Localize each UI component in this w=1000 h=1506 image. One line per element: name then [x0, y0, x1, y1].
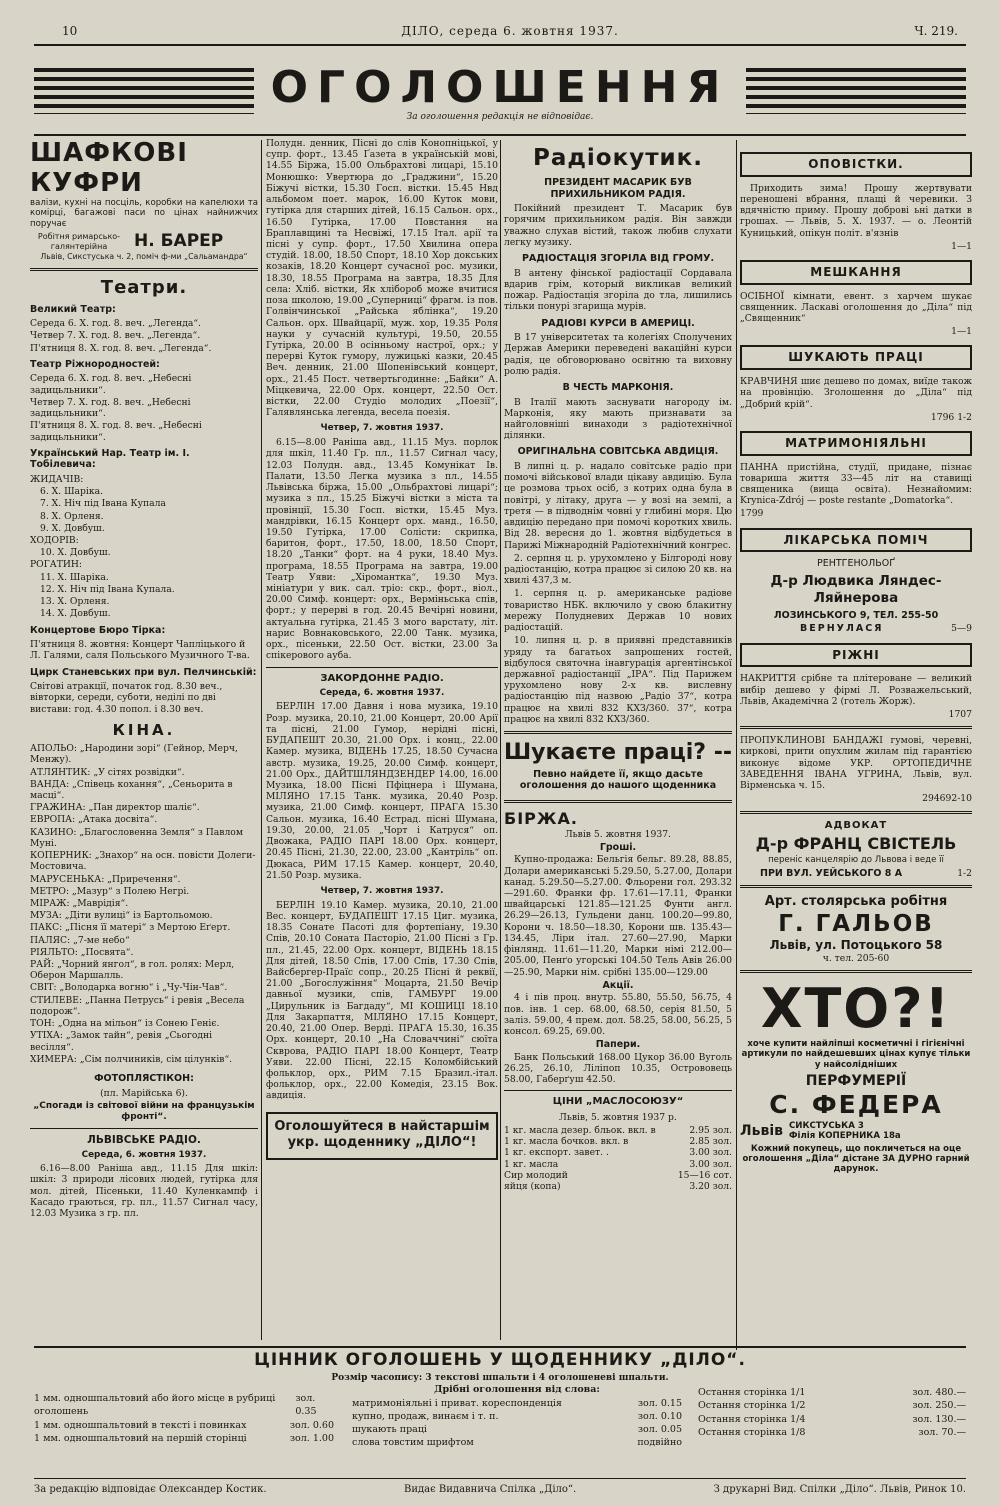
theatre-line: Світові атракції, початок год. 8.30 веч., вівторки, середи, суботи, неділі по дві вистави: год. 4.30 попол. і 8.30 веч.	[30, 681, 223, 715]
kino-item: МАРУСЕНЬКА: „Приречення“.	[30, 873, 181, 885]
price-label: Остання сторінка 1/4	[698, 1413, 806, 1425]
radio-program: БЕРЛІН 19.10 Камер. музика, 20.10, 21.00 Вес. концерт, БУДАПЕШТ 17.15 Циг. музика, 18.35 Сонате Пасоті для фортепіану, 19.30 Спів, 20.10 Соната Пасторіо, 21.00 Пісні з Гр. пл., 21.45, 22.00 Орх. концерт, ВІДЕНЬ 18.15 Для дітей, 18.50 Спів, 17.00 Спів, 17.30 Спів, Вайсбергер-Праїс сопр., 20.25 Пісні й реквії, 21.00 „Богослужіння“ Моцарта, 21.50 Вечір давньої музики, спів, ГАМБУРГ 19.00 „Цирульник із Багдаду“, МІ КОШИЦІ 18.10 Для Закарпаття, МІЛЯНО 17.15 Концерт, 20.40, 21.00 Опер. Верді. ПРАГА 15.30, 16.35 Орх. концерт, 20.10 „На Словаччині“ сюїта Скврова, РАДІО ПАРІ 18.00 Концерт, Театр Уяви. 22.00 Пісні, 22.15 Коломбійський фольклор, орх., РИМ 7.15 Бразил.-італ. фольклор, орх., 22.00 Комедія, 23.15 Вок. авдиція.	[266, 899, 498, 1102]
stolyar-name: Г. ГАЛЬОВ	[778, 911, 934, 938]
price-label: Остання сторінка 1/8	[698, 1426, 806, 1438]
theatre-line: 7. Х. Ніч під Івана Купала	[40, 498, 166, 510]
price-value: зол. 70.—	[918, 1426, 966, 1438]
ad-title: ШАФКОВІ КУФРИ	[30, 138, 188, 198]
kino-title: КІНА.	[112, 720, 176, 739]
job-ad-title: Шукаєте праці? --	[504, 740, 732, 766]
column-3	[504, 138, 732, 1348]
matrymon-text: ПАННА пристійна, студії, придане, пізнає товариша життя 33—45 літ на ставищі священика (вища освіта). Незнайомим: Krynica-Zdrój — poste restante „Domatorka“.	[740, 461, 972, 507]
kino-item: СТИЛЕВЕ: „Панна Петрусь“ і ревія „Весела подорож“.	[30, 994, 245, 1017]
kino-item: ГРАЖИНА: „Пан директор шаліє“.	[30, 802, 200, 814]
parfum-city: Львів	[740, 1122, 783, 1139]
divider	[30, 268, 258, 271]
divider	[266, 667, 498, 668]
theatre-line: П'ятниця 8. жовтня: Концерт Чапліцького й Л. Галями, саля Польського Музичного Т-ва.	[30, 639, 250, 662]
bottom-rule	[34, 1478, 966, 1479]
theatre-line: П'ятниця 8. Х. год. 8. веч. „Небесні задицьльники“.	[30, 420, 202, 443]
footer-rule	[34, 1346, 966, 1348]
likarska-subtitle: РЕНТГЕНОЛЬОҐ	[816, 558, 896, 570]
kino-item: РАЙ: „Чорний янгол“, в гол. ролях: Мерл, Оберон Маршалль.	[30, 959, 235, 982]
theatre-line: 12. Х. Ніч під Івана Купала.	[40, 583, 175, 595]
price-label: 1 мм. одношпальтовий в тексті і повинках	[34, 1419, 247, 1431]
price-row	[34, 1392, 334, 1419]
lviv-radio-title: ЛЬВІВСЬКЕ РАДІО.	[87, 1133, 201, 1146]
advokat-title: АДВОКАТ	[824, 819, 888, 831]
birzha-title: БІРЖА.	[504, 809, 578, 829]
theatre-name: Український Нар. Театр ім. І. Тобілевича:	[30, 447, 190, 471]
article-title: ПРЕЗИДЕНТ МАСАРИК БУВ ПРИХИЛЬНИКОМ РАДІЯ.	[544, 177, 692, 200]
meshkannya-text: ОСІБНОЇ кімнати, евент. з харчем шукає священник. Ласкаві оголошення до „Діла“ під „Священник“	[740, 290, 972, 324]
parfum-name: С. ФЕДЕРА	[769, 1090, 943, 1120]
imprint	[34, 1484, 966, 1500]
stolyar-address: Львів, ул. Потоцького 58	[769, 938, 943, 953]
likarska-title: ЛІКАРСЬКА ПОМІЧ	[740, 528, 972, 553]
kino-item: УТІХА: „Замок тайн“, ревія „Сьогодні весілля“.	[30, 1030, 213, 1053]
imprint-editor: За редакцію відповідає Олександер Костик.	[34, 1484, 267, 1495]
price-row	[352, 1436, 682, 1449]
divider	[504, 731, 732, 734]
akcii-title: Акції.	[602, 979, 634, 991]
price-table	[34, 1350, 966, 1480]
divider	[30, 1128, 258, 1129]
article-text: В липні ц. р. надало совітське радіо при помочі військової влади цікаву авдицію. Була це розмова трьох осіб, з котрих одна була в повітрі, у літаку, друга — у возі на землі, а третя — в підводнім човні у глибині моря. Цю авдицію передано при помочі коротких хвиль. Від 28. вересня до 1. жовтня відбудеться в Парижі Міжнародній Радіотехнічний конгрес.	[504, 461, 732, 551]
theatre-line: ЖИДАЧІВ:	[30, 473, 84, 485]
theatre-name: Великий Театр:	[30, 303, 116, 315]
foto-title: ФОТОПЛЯСТІКОН:	[94, 1073, 194, 1084]
radio-date: Четвер, 7. жовтня 1937.	[320, 885, 444, 896]
akcii-text: 4 і пів проц. внутр. 55.80, 55.50, 56.75, 4 пов. інв. 1 сер. 68.00, 68.50, серія 81.50, 5 заліз. 59.00, 4 прем. дол. 58.25, 58.00, 56.25, 5 консол. 69.25, 69.00.	[504, 992, 732, 1037]
price-item: Сир молодий	[504, 1169, 568, 1181]
theatres-list	[30, 304, 258, 715]
theatre-name: Театр Ріжнородностей:	[30, 358, 160, 370]
kino-item: АТЛЯНТИК: „У сітях розвідки“.	[30, 766, 185, 778]
price-label: Остання сторінка 1/1	[698, 1387, 806, 1398]
parfum-title: ПЕРФУМЕРІЇ	[805, 1073, 907, 1090]
masthead: ДІЛО, середа 6. жовтня 1937.	[401, 24, 619, 38]
column-rule	[261, 140, 262, 1340]
article-title: ОРИГІНАЛЬНА СОВІТСЬКА АВДИЦІЯ.	[517, 446, 719, 458]
divider	[504, 1090, 732, 1091]
xto-text: хоче купити найліпші косметичні і гігієнічні артикули по найдешевших цінах купує тільки у найсолідніших	[741, 1039, 971, 1070]
groshi-title: Гроші.	[599, 841, 637, 853]
advokat-name: Д-р ФРАНЦ СВІСТЕЛЬ	[755, 833, 957, 853]
kino-item: ЕВРОПА: „Атака досвіта“.	[30, 814, 158, 826]
header-rule	[34, 44, 966, 46]
price-column-left	[34, 1392, 334, 1445]
radio-corner-title: Радіокутик.	[532, 145, 704, 171]
ad-name: Н. БАРЕР	[134, 231, 224, 252]
article-text: Покійний президент Т. Масарик був горячим прихильником радія. Він завжди уважно слухав вістий, також любив слухати легку музику.	[504, 203, 732, 248]
kino-item: ПАЛЯС: „7-ме небо“	[30, 934, 130, 946]
kino-item: ТОН: „Одна на мільон“ із Сонею Геніє.	[30, 1018, 220, 1030]
price-value: зол. 0.05	[637, 1424, 682, 1436]
price-label: шукають праці	[352, 1424, 427, 1436]
price-label: Остання сторінка 1/2	[698, 1400, 806, 1412]
column-rule	[500, 140, 501, 1340]
kino-item: АПОЛЬО: „Народини зорі“ (Гейнор, Мерч, Менжу).	[30, 743, 238, 766]
price-row	[34, 1419, 334, 1432]
foto-sub: (пл. Марійська 6).	[100, 1087, 188, 1099]
price-label: купно, продаж, винаєм і т. п.	[352, 1410, 499, 1422]
theatre-line: Середа 6. Х. год. 8. веч. „Небесні задицьльники“.	[30, 373, 192, 396]
divider	[740, 811, 972, 814]
price-value: 2.85 зол.	[689, 1136, 732, 1148]
theatre-line: РОГАТИН:	[30, 559, 83, 571]
shukayut-title: ШУКАЮТЬ ПРАЦІ	[740, 345, 972, 370]
theatre-line: Середа 6. Х. год. 8. веч. „Легенда“.	[30, 318, 201, 330]
price-row	[698, 1426, 966, 1439]
theatre-line: 13. Х. Орленя.	[40, 596, 110, 608]
price-label: матримоніяльні і приват. кореспонденція	[352, 1397, 562, 1409]
page-number: 10	[62, 24, 78, 38]
opovistky-title: ОПОВІСТКИ.	[740, 152, 972, 177]
doctor-num: 5—9	[951, 623, 972, 635]
kino-item: МЕТРО: „Мазур“ з Полею Негрі.	[30, 885, 190, 897]
price-value: зол. 250.—	[912, 1400, 966, 1412]
divider	[740, 726, 972, 729]
divider	[504, 800, 732, 803]
papery-title: Папери.	[595, 1039, 641, 1051]
price-value: зол. 1.00	[289, 1432, 334, 1444]
article-text: 1. серпня ц. р. американське радіове товариство НБК. включило у свою блакитну мережу Полудневих Держав 10 нових радіостацій.	[504, 588, 732, 634]
rizhni-text: НАКРИТТЯ срібне та плітероване — великий вибір дешево у фірмі Л. Розважельський, Львів, Академічна 2 (готель Жорж).	[740, 673, 972, 707]
radio-program: БЕРЛІН 17.00 Давня і нова музика, 19.10 Розр. музика, 20.10, 21.00 Концерт, 20.00 Арії та пісні, 21.00 Гумор, нерідні пісні, БУДАПЕШТ 20.30, 21.00 Орх. і конц., 22.00 Камер. музика, ВІДЕНЬ 17.25, 18.50 Сучасна австр. музика, 19.25, 20.00 Симф. концерт, 21.00 Орх., ДАЙТШЛЯНДЗЕНДЕР 14.00, 16.00 Музика, 18.00 Пісні Пфіцнера і Шумана, МІЛЯНО 17.15 Танк. музика, 20.40 Розр. музика, 21.00 Симф. концерт, ПРАГА 15.30 Сальон. музика, 16.40 Естрад. пісні Шумана, 19.30, 20.00, 21.05 „Чорт і Катруся“ оп. Двожака, РАДІО ПАРІ 18.00 Орх. концерт, 20.45 Пісні, 21.30, 22.00, 23.00 „Кантріль“ оп. Дюкаса, РИМ 17.15 Камер. концерт, 20.40, 21.50 Розр. музика.	[266, 701, 498, 881]
radio-program: Полудн. денник, Пісні до слів Конопніцької, у супр. форт., 13.45 Ґазета в українській мові, 14.55 Біржа, 15.00 Ольбрахтові лицарі, 15.10 Монюшко: Увертюра до „Граджини“, 15.20 Біжучі вістки, 15.30 Госп. вістки. 15.45 Нвд альбомом поет. марок, 16.00 Куток мови, гутірка для старших дітей, 16.15 Сальон. орх., 16.50 Гутірка, 17.00 Повстання на Браплавщині та Несвіжі, 17.15 Італ. арії та пісні у супр. форт., 17.50 Хвилина опера студій. 18.00, 18.50 Спорт, 18.10 Хор докських козаків, 18.20 Концерт сучасної рос. музики, 18.30, 18.55 Програма на завтра, 18.35 Для села: Хліб. вістки, Як хлібороб може вчитися поза школою, 19.00 „Суперниці“ фрагм. із пов. Голвінчинської „Райська яблінка“, 19.20 Сальон. орх. Швайцарії, муж. хор, 19.35 Роля науки у сучасній культурі, 19.50, 20.55 Гутірка, 20.00 В осінньому настрої, орх.; у перерві Куток гумору, лужицькі казки, 20.45 Веч. денник, 21.00 Шопенівський концерт, орх., 21.45 Пост. четвертьгодинне: „Байки“ А. Міцкевича, 22.00 Орх. концерт, 22.50 Ост. вістки, 22.00 Студіо молодих „Поезії“, Галявлянська легенда, весела поезія.	[266, 138, 498, 419]
price-item: 1 кг. масла дезер. бльок. вкл. в	[504, 1124, 656, 1136]
xto-title: ХТО?!	[760, 977, 952, 1041]
article-title: РАДІОВІ КУРСИ В АМЕРИЦІ.	[541, 317, 695, 329]
kino-item: КАЗИНО: „Благословенна Земля“ з Павлом Муні.	[30, 826, 243, 849]
theatre-line: 6. Х. Шаріка.	[40, 486, 103, 498]
advokat-address: ПРИ ВУЛ. УЕЙСЬКОГО 8 А	[760, 867, 903, 879]
ceny-date: Львів, 5. жовтня 1937 р.	[559, 1111, 677, 1123]
price-row	[698, 1413, 966, 1426]
price-row	[504, 1170, 732, 1181]
theatre-line: 14. Х. Довбуш.	[40, 608, 111, 620]
column-rule	[736, 140, 737, 1350]
ad-text: валізи, кухні на посціль, коробки на капелюхи та комірці, багажові паси по цінах найнижчих поручає	[30, 198, 258, 229]
banner-rule	[34, 134, 966, 136]
price-row	[698, 1399, 966, 1412]
price-table-subtitle: Розмір часопису: 3 текстові шпальти і 4 оголошеневі шпальти.	[331, 1372, 669, 1383]
birzha-date: Львів 5. жовтня 1937.	[565, 828, 671, 840]
article-text: В 17 університетах та колегіях Сполучених Держав Америки переведені вакаційні курси радія, це обговорювано освітню та виховну ролю радія.	[504, 332, 732, 377]
kino-item: РІЯЛЬТО: „Посвята“.	[30, 946, 134, 958]
issue-number: Ч. 219.	[914, 24, 958, 38]
kino-item: КОПЕРНИК: „Знахор“ на осн. повісти Долеги-Мостовича.	[30, 850, 256, 873]
price-label: слова товстим шрифтом	[352, 1437, 474, 1449]
price-column-right	[698, 1386, 966, 1439]
price-middle-title: Дрібні оголошення від слова:	[434, 1384, 600, 1395]
doctor-address: ЛОЗИНСЬКОГО 9, ТЕЛ. 255-50	[773, 609, 939, 621]
advokat-num: 1-2	[957, 867, 972, 879]
groshi-text: Купно-продажа: Бельгія бельг. 89.28, 88.85, Долари американські 5.29.50, 5.27.00, Долари канад. 5.29.50—5.27.00. Фльорени гол. 293.32—291.60. Франки фр. 17.61—17.11, Франки швайцарські 121.85—121.25 Фунти англ. 26.29—26.13, Гульдени данц. 100.20—99.80, Корони ч. 18.50—18.30, Корони шв. 135.43—134.45, Ліри італ. 27.60—27.90, Марки фінлянд. 11.61—11.20, Марки німі 212.00—205.00, Пенґо угорські 104.50 Тель Авів 26.00—25.90, Марки нім. срібні 135.00—129.00	[504, 854, 732, 978]
price-column-middle	[352, 1384, 682, 1450]
theatre-line: 11. Х. Шаріка.	[40, 571, 109, 583]
price-item: 1 кг. масла бочков. вкл. в	[504, 1136, 629, 1148]
price-value: 15—16 сот.	[677, 1169, 732, 1181]
article-text: 2. серпня ц. р. урухомлено у Білгороді нову радіостанцію, котра працює зі силою 20 кв. на хвилі 437,3 м.	[504, 552, 732, 587]
price-value: подвійно	[637, 1437, 682, 1449]
price-item: яйця (копа)	[504, 1180, 561, 1192]
theatre-line: П'ятниця 8. Х. год. 8. веч. „Легенда“.	[30, 342, 212, 354]
ceny-title: ЦІНИ „МАСЛОСОЮЗУ“	[552, 1096, 684, 1108]
price-value: зол. 0.10	[637, 1410, 682, 1422]
price-row	[504, 1147, 732, 1158]
article-text: 10. липня ц. р. в приявні представників уряду та багатьох запрошених гостей, відбулося святочна інавгурація аргентінської державної радіостанції „ІРА“. Під Парижем урухомлено нову 2-х кв. вислевну радіостанцію під назвою „Радіо 37“, котра працює на хвилі 832 КХЗ/360. 37“, котра працює на хвилі 832 КХЗ/360.	[504, 635, 732, 725]
ad-address: Львів, Сикстуська ч. 2, поміч ф-ми „Сальамандра“	[40, 252, 248, 262]
article-text: В антену фінської радіостації Сордавала вдарив грім, который викликав великий пожар. Радіостація згоріла до тла, лишились тільки понурі згарища мурів.	[504, 267, 732, 313]
price-row	[352, 1410, 682, 1423]
theatre-line: Четвер 7. Х. год. 8. веч. „Легенда“.	[30, 330, 201, 342]
price-value: 3.00 зол.	[689, 1147, 732, 1159]
shukayut-num: 1796 1-2	[930, 411, 972, 423]
column-2	[266, 138, 498, 1338]
column-1	[30, 138, 258, 1338]
kino-item: ПАКС: „Пісня її матері“ з Мертою Еґерт.	[30, 922, 231, 934]
foreign-radio-title: ЗАКОРДОННЕ РАДІО.	[320, 672, 444, 684]
self-promo-box	[266, 1112, 498, 1161]
theatre-line: Четвер 7. Х. год. 8. веч. „Небесні задицьльники“.	[30, 396, 191, 420]
price-label: 1 мм. одношпальтовий або його місце в рубриці оголошень	[34, 1393, 276, 1418]
theatre-name: Концертове Бюро Тірка:	[30, 624, 166, 636]
parfum-promo: Кожний покупець, що покличеться на оце оголошення „Діла“ дістане ЗА ДУРНО гарний дарунок.	[742, 1143, 970, 1175]
price-table-title: ЦІННИК ОГОЛОШЕНЬ У ЩОДЕННИКУ „ДІЛО“.	[254, 1350, 746, 1370]
foto-text: „Спогади із світової війни на французькім фронті“.	[33, 1100, 255, 1122]
matrymon-num: 1799	[740, 508, 764, 520]
price-value: 2.95 зол.	[689, 1124, 732, 1136]
price-value: зол. 480.—	[912, 1387, 966, 1398]
theatre-line: 8. Х. Орленя.	[40, 510, 104, 522]
stolyar-line: Арт. столярська робітня	[764, 894, 948, 910]
advokat-text: переніс канцелярію до Львова і веде її	[768, 855, 944, 866]
article-title: В ЧЕСТЬ МАРКОНІЯ.	[562, 381, 674, 393]
rizhni-num: 1707	[948, 709, 972, 721]
price-value: зол. 0.15	[637, 1397, 682, 1409]
price-row	[504, 1181, 732, 1192]
theatre-name: Цирк Станевських при вул. Пелчинській:	[30, 666, 257, 678]
opovistky-text: Приходить зима! Прошу жертвувати переношені вбрання, плащі й черевики. З вдячністю приму. Прошу доброві ьні датки в грошах. — Львів, 5. Х. 1937. — о. Леонтій Куницький, опікун політ. в'язнів	[740, 182, 972, 239]
meshkannya-num: 1—1	[951, 326, 972, 338]
kino-item: МІРАЖ: „Маврідія“.	[30, 897, 129, 909]
bandazhi-text: ПРОПУКЛИНОВІ БАНДАЖІ гумові, черевні, киркові, прити опухлим жилам під гарантією виконує відоме УКР. ОРТОПЕДИЧНЕ ЗАВЕДЕННЯ ІВАНА УГРИНА, Львів, вул. Вірменська ч. 15.	[740, 735, 972, 792]
price-row	[504, 1125, 732, 1136]
price-row	[352, 1397, 682, 1410]
ad-left: Робітня римарсько-галянтерійна	[37, 232, 121, 251]
price-row	[698, 1386, 966, 1399]
matrymon-title: МАТРИМОНІЯЛЬНІ	[740, 431, 972, 456]
price-list	[504, 1125, 732, 1192]
kino-item: ВАНДА: „Співець кохання“, „Сеньорита в масці“.	[30, 778, 233, 801]
self-promo-text: Оголошуйтеся в найстаршім укр. щоденнику „ДІЛО“!	[274, 1118, 490, 1150]
page-header	[62, 24, 958, 40]
doctor-back: ВЕРНУЛАСЯ	[800, 623, 884, 635]
meshkannya-title: МЕШКАННЯ	[740, 260, 972, 285]
doctor-name: Д-р Людвика Ляндес-Ляйнерова	[770, 572, 942, 606]
price-row	[34, 1432, 334, 1445]
price-value: 3.20 зол.	[689, 1180, 732, 1192]
disclaimer-note: За оголошення редакція не відповідає.	[406, 112, 594, 122]
theatre-line: 10. Х. Довбуш.	[40, 547, 111, 559]
opovistky-num: 1—1	[951, 240, 972, 252]
article-text: В Італії мають заснувати нагороду ім. Марконія, яку мають признавати за найголовніші винаходи з радіотехнічної ділянки.	[504, 396, 732, 442]
price-item: 1 кг. масла	[504, 1158, 559, 1170]
kino-item: МУЗА: „Діти вулиці“ із Бартольомою.	[30, 910, 213, 922]
divider	[740, 885, 972, 888]
radio-date: Четвер, 7. жовтня 1937.	[320, 423, 444, 434]
papery-text: Банк Польський 168.00 Цукор 36.00 Вуголь 26.25, 26.10, Ліліпоп 10.35, Острововець 58.00, Габерґуш 42.50.	[504, 1051, 732, 1086]
section-title: ОГОЛОШЕННЯ	[270, 62, 730, 113]
kino-item: ХИМЕРА: „Сім полчиників, сім цілунків“.	[30, 1053, 233, 1065]
divider	[740, 970, 972, 973]
imprint-publisher: Видає Видавнича Спілка „Діло“.	[404, 1484, 577, 1495]
kino-list	[30, 743, 258, 1065]
radio-date: Середа, 6. жовтня 1937.	[319, 687, 445, 698]
price-value: зол. 130.—	[912, 1413, 966, 1425]
price-row	[352, 1423, 682, 1436]
banner-stripes-right	[746, 68, 966, 114]
theatre-line: ХОДОРІВ:	[30, 535, 79, 547]
rizhni-title: РІЖНІ	[740, 643, 972, 668]
theatres-title: Театри.	[100, 276, 188, 298]
radio-program: 6.15—8.00 Раніша авд., 11.15 Муз. порлок для шкіл, 11.40 Гр. пл., 11.57 Сигнал часу, 12.03 Полудн. авд., 13.45 Комунікат Ів. Палати, 13.50 Легка музика з пл., 14.55 Львівська біржа, 15.00 „Ольбрахтові лицарі“; музика з пл., 15.25 Біжучі вістки з міста та провінції, 15.30 Госп. вістки, 15.45 Муз. мандрівки, 16.15 Концерт орх. манд., 16.50, 19.50 Гутірка, 17.00 Солісти: скрипка, баритон, форт., 17.50, 18.00, 18.50 Спорт, 18.20 „Танки“ форт. на 4 руки, 18.40 Муз. програма, 18.55 Програма на завтра, 19.00 Театр Уяви: „Хіромантка“, 19.30 Муз. мініатури у вик. сал. тріо: скр., форт., віол., 20.00 Симф. концерт: орх., Верміньська спів, форт.; у перерві в год. 20.45 Вечірні новини, актуальна гутірка, 21.45 З мого варстату, літ. нарис Вовнаковського, 22.00 Танк. музика, орх., пісеньки, 22.50 Ост. вістки, 23.00 За спікерового ауба.	[266, 437, 498, 662]
radio-date: Середа, 6. жовтня 1937.	[81, 1149, 207, 1160]
shukayut-text: КРАВЧИНЯ шиє дешево по домах, виїде також на провінцію. Зголошення до „Діла“ під „Добрий крій“.	[740, 376, 972, 410]
imprint-printer: З друкарні Вид. Спілки „Діло“. Львів, Ринок 10.	[713, 1484, 966, 1495]
job-ad-text: Певно найдете її, якщо дасьте оголошення до нашого щоденника	[519, 768, 717, 792]
price-label: 1 мм. одношпальтовий на першій сторінці	[34, 1432, 247, 1444]
article-title: РАДІОСТАЦІЯ ЗГОРІЛА ВІД ГРОМУ.	[521, 253, 715, 265]
bandazhi-num: 294692-10	[922, 793, 972, 805]
theatre-line: 9. Х. Довбуш.	[40, 522, 105, 534]
price-value: 3.00 зол.	[689, 1158, 732, 1170]
banner-stripes-left	[34, 68, 254, 114]
price-value: зол. 0.35	[295, 1393, 317, 1418]
kino-item: СВІТ: „Володарка вогню“ і „Чу-Чін-Чав“.	[30, 982, 228, 994]
column-4	[740, 138, 972, 1348]
price-value: зол. 0.60	[289, 1419, 334, 1431]
parfum-address: СИКСТУСЬКА 3	[789, 1120, 864, 1131]
banner	[34, 58, 966, 124]
price-row	[504, 1159, 732, 1170]
radio-text: 6.16—8.00 Раніша авд., 11.15 Для шкіл: шкіл: 3 природи лісових людей, гутірка для мол. дітей, Пісеньки, 11.40 Куленкампф і Касадо граються, гр. пл., 11.57 Сигнал часу, 12.03 Музика з гр. пл.	[30, 1163, 258, 1220]
price-item: 1 кг. експорт. завет. .	[504, 1147, 609, 1159]
parfum-branch: Філія КОПЕРНИКА 18а	[789, 1131, 901, 1142]
stolyar-tel: ч. тел. 205-60	[822, 952, 890, 964]
price-row	[504, 1136, 732, 1147]
